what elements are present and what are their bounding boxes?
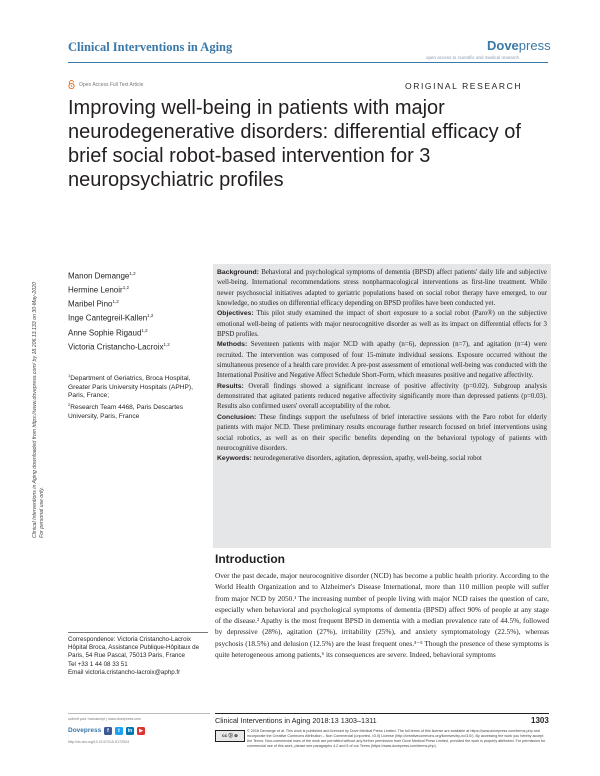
author-list xyxy=(68,268,208,353)
open-access-icon xyxy=(68,80,75,89)
abstract-box xyxy=(213,264,551,548)
introduction-heading: Introduction xyxy=(215,552,285,566)
side-note-line-1: Clinical Interventions in Aging downloaded from https://www.dovepress.com/ by 18.206.13.133 on 30-May-2020 xyxy=(32,282,38,538)
abstract-objectives: Objectives: This pilot study examined the impact of short exposure to a social robot (Paro®) on the subjective emotional well-being of patients with major neurocognitive disorder as well as its impact on differential effects for 3 BPSD profiles. xyxy=(217,310,547,339)
page-number: 1303 xyxy=(531,716,549,725)
article-type: ORIGINAL RESEARCH xyxy=(405,81,523,91)
youtube-icon[interactable]: ▶ xyxy=(137,727,145,735)
journal-name: Clinical Interventions in Aging xyxy=(68,40,233,54)
introduction-text: Over the past decade, major neurocognitive disorder (NCD) has become a public health priority. According to the World Health Organization and to Alzheimer's Disease International, more than 110 million people will suffer from major NCD by 2050.¹ The increasing number of people living with major NCD raises the question of care, especially when behavioral and psychological symptoms of dementia (BPSD) affect 90% of people at any stage of the disease.² Apathy is the most frequent BPSD in dementia with a median prevalence rate of 44.5%, followed by depressive (28%), agitation (27%), irritability (25%), and anxiety symptomatology (22.5%), whereas psychosis (18.5%) and delusion (12.5%) are the least frequent ones.³⁻⁵ Though the presence of these symptoms is quite heterogeneous among patients,⁶ its consequences are severe. Indeed, behavioral symptoms xyxy=(215,571,549,660)
footer-rule-left xyxy=(68,713,210,714)
header-rule xyxy=(68,62,548,63)
author: Victoria Cristancho-Lacroix$^{1,2}$ xyxy=(68,341,170,352)
affiliation: $^1$Department of Geriatrics, Broca Hospital, Greater Paris University Hospitals (APHP), Paris, France; xyxy=(68,373,193,400)
doi-link[interactable]: http://dx.doi.org/10.2147/CIA.S172524 xyxy=(68,740,130,744)
abstract-conclusion: Conclusion: These findings support the usefulness of brief interactive sessions with the Paro robot for elderly patients with major NCD. These preliminary results encourage further research focused on brief interventions using social robotics, as well as on their specific benefits depending on the behavioral typology of patients with neurocognitive disorders. xyxy=(217,413,547,452)
publisher-logo xyxy=(487,38,551,53)
footer-brand: Dovepress xyxy=(68,727,102,734)
correspondence-label: Correspondence: Victoria Cristancho-Lacroix xyxy=(68,636,192,643)
affiliations xyxy=(68,372,208,421)
side-note-line-2: For personal use only. xyxy=(39,487,45,538)
article-title: Improving well-being in patients with major neurodegenerative disorders: differential efficacy of brief social robot-based intervention for 3 neuropsychiatric profiles xyxy=(68,97,521,191)
correspondence-block xyxy=(68,636,208,677)
twitter-icon[interactable]: t xyxy=(115,727,123,735)
submit-manuscript-link[interactable]: submit your manuscript | www.dovepress.com xyxy=(68,717,142,721)
author: Hermine Lenoir$^{1,2}$ xyxy=(68,285,129,295)
publisher-bold: Dove xyxy=(487,38,519,53)
affiliation: $^2$Research Team 4468, Paris Descartes University, Paris, France xyxy=(68,401,183,420)
cc-license-badge[interactable]: cc ⓑ ⊜ xyxy=(215,730,245,742)
footer-rule-right xyxy=(215,713,549,714)
publisher-tagline: open access to scientific and medical research xyxy=(426,55,520,60)
open-access-text: Open Access Full Text Article xyxy=(79,81,144,88)
download-side-note xyxy=(16,148,45,538)
abstract-background: Background: Behavioral and psychological symptoms of dementia (BPSD) affect patients' daily life and subjective well-being. International recommendations stress nonpharmacological interventions as first-line treatment. While newer psychosocial initiatives adapted to geriatric populations based on social robot therapy have emerged, to our knowledge, no studies on differential efficacy depending on BPSD profiles have been conducted yet. xyxy=(217,269,547,308)
abstract-methods: Methods: Seventeen patients with major NCD with apathy (n=6), depression (n=7), and agitation (n=4) were recruited. The intervention was composed of four 15-minute individual sessions. Exposure occurred without the simultaneous presence of a health care provider. A pre-post assessment of emotional well-being was conducted with the International Positive and Negative Affect Schedule Short-Form, which measures positive and negative affectivity. xyxy=(217,341,547,380)
abstract-keywords: Keywords: neurodegenerative disorders, agitation, depression, apathy, well-being, social robot xyxy=(217,455,482,463)
publisher-rest: press xyxy=(518,38,551,53)
open-access-label xyxy=(68,80,143,89)
linkedin-icon[interactable]: in xyxy=(127,728,133,734)
correspondence-address: Hôpital Broca, Assistance Publique-Hôpitaux de Paris, 54 Rue Pascal, 75013 Paris, France xyxy=(68,644,200,660)
author: Inge Cantegreil-Kallen$^{1,2}$ xyxy=(68,313,154,324)
facebook-icon[interactable]: f xyxy=(104,727,112,735)
correspondence-phone: Tel +33 1 44 08 33 51 xyxy=(68,660,128,668)
author: Manon Demange$^{1,2}$ xyxy=(68,271,136,281)
author: Anne Sophie Rigaud$^{1,2}$ xyxy=(68,327,148,338)
author: Maribel Pino$^{1,2}$ xyxy=(68,299,119,309)
footer-journal-ref: Clinical Interventions in Aging 2018:13 1303–1311 xyxy=(215,716,377,725)
social-links xyxy=(104,727,145,735)
abstract-results: Results: Overall findings showed a significant increase of positive affectivity (p=0.02). Subgroup analysis demonstrated that agitated patients reduced negative affectivity significantly more than depressed patients (p=0.03). Results also confirmed users' overall acceptability of the robot. xyxy=(217,382,547,411)
license-text: © 2018 Demange et al. This work is published and licensed by Dove Medical Press Limited. The full terms of this license are available at https://www.dovepress.com/terms.php and incorporate the Creative Commons Attribution – Non Commercial (unported, v3.0) License (http://creativecommons.org/licenses/by-nc/3.0/). By accessing the work you hereby accept the Terms. Non-commercial uses of the work are permitted without any further permission from Dove Medical Press Limited, provided the work is properly attributed. For permission for commercial use of this work, please see paragraphs 4.2 and 5 of our Terms (https://www.dovepress.com/terms.php). xyxy=(247,729,546,748)
correspondence-rule xyxy=(68,632,208,633)
correspondence-email[interactable]: Email victoria.cristancho-lacroix@aphp.fr xyxy=(68,668,181,676)
